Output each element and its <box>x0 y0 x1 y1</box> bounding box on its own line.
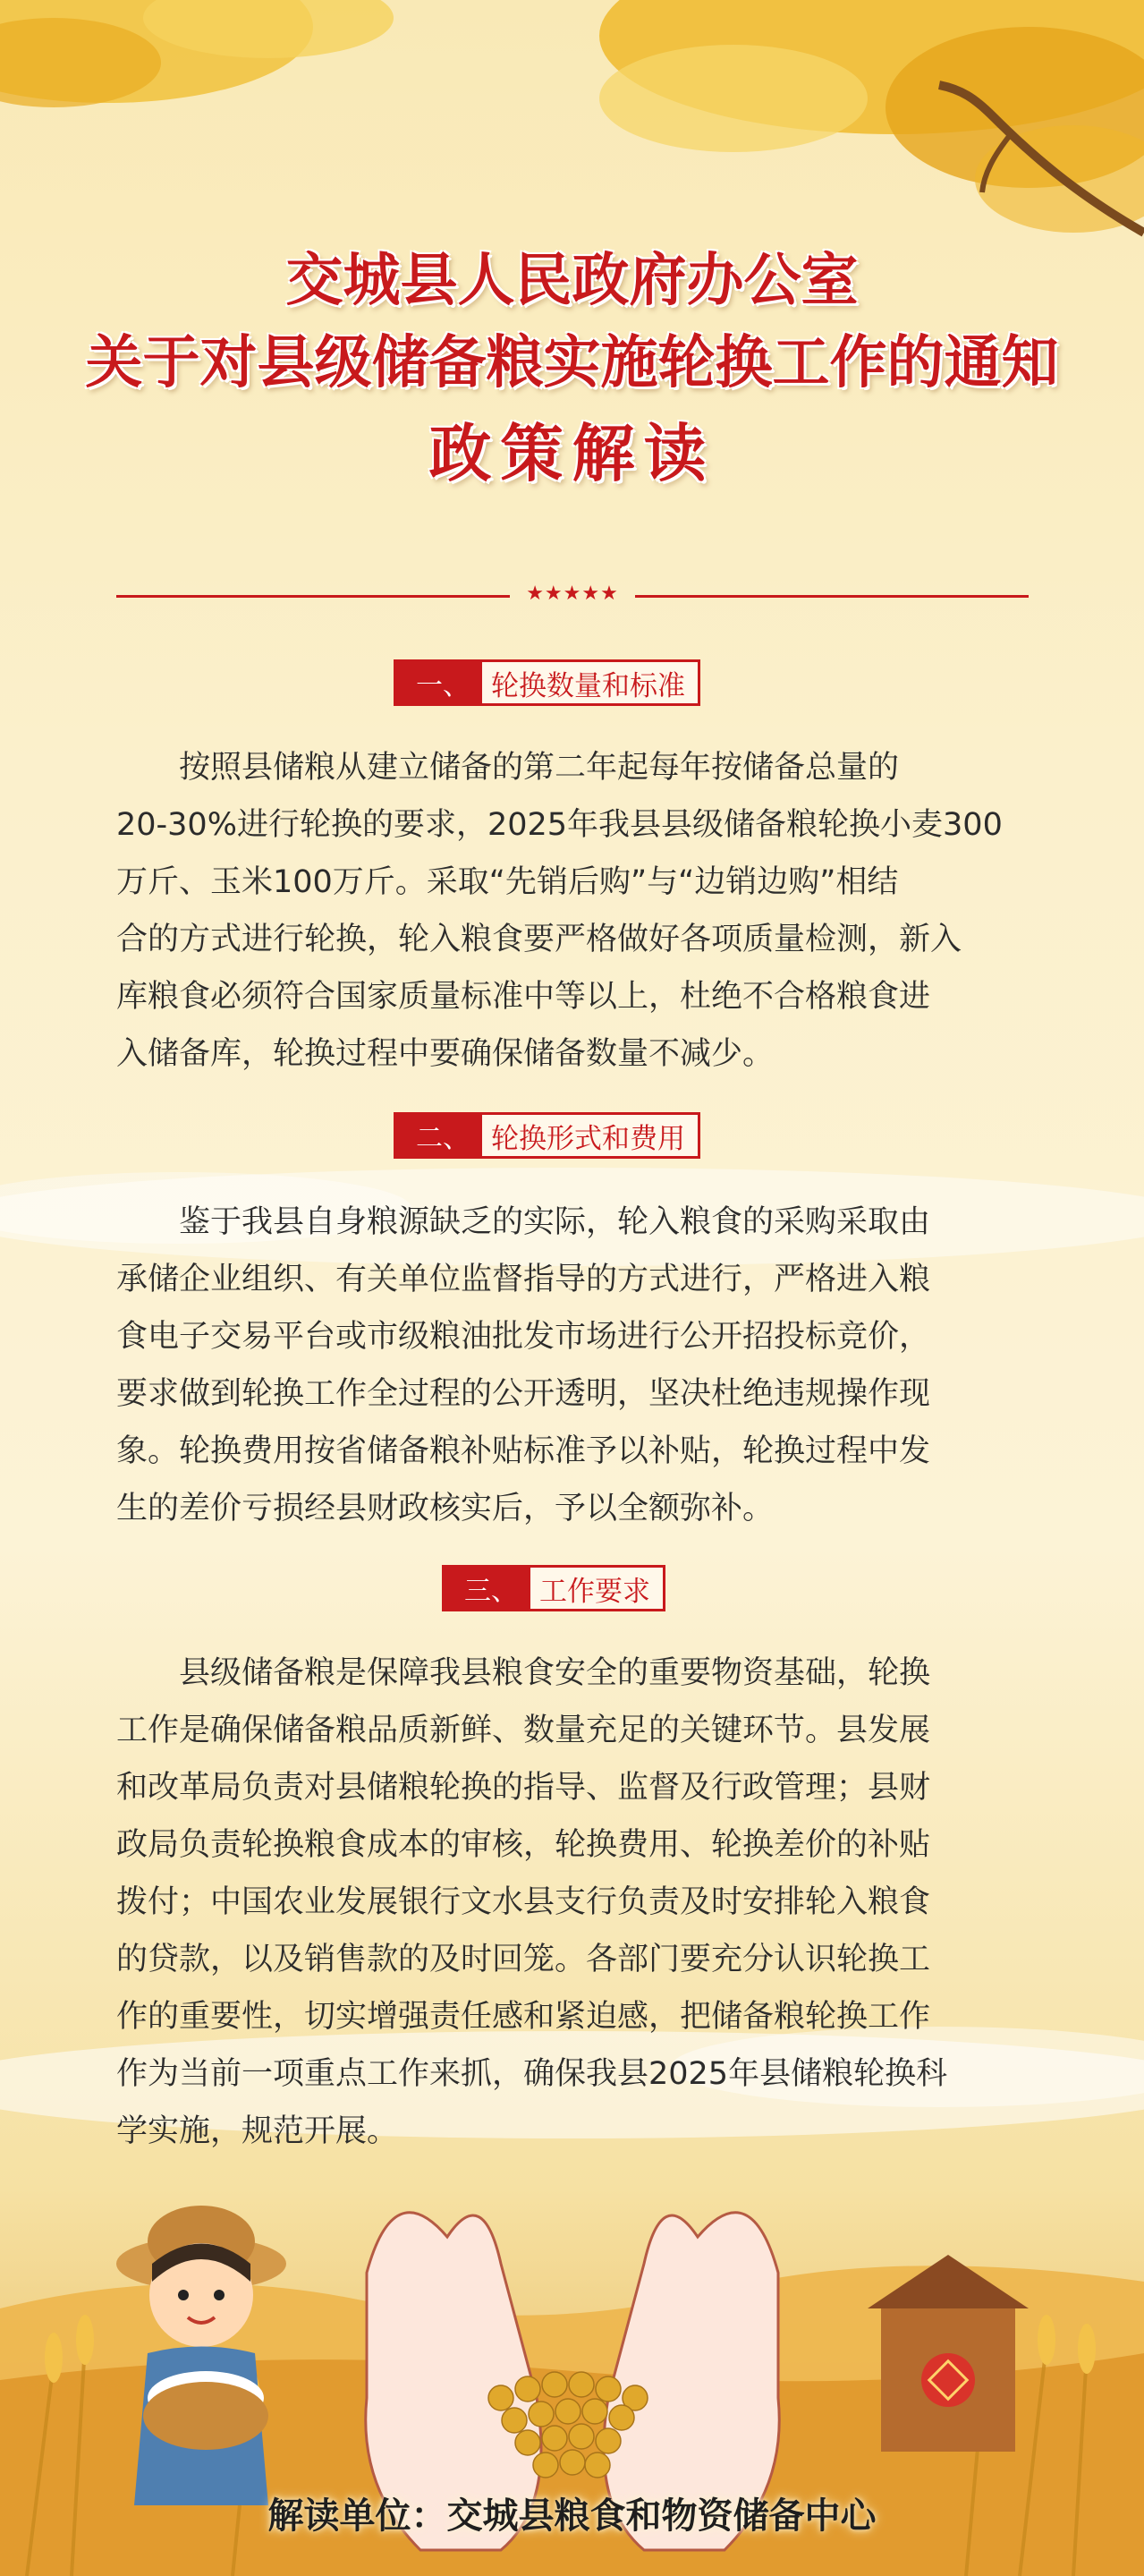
title-block <box>0 248 1144 490</box>
paragraph-line: 食电子交易平台或市级粮油批发市场进行公开招投标竞价， <box>116 1319 931 1355</box>
paragraph-line: 库粮食必须符合国家质量标准中等以上，杜绝不合格粮食进 <box>116 979 931 1015</box>
section-body-2 <box>116 1194 1029 1537</box>
section-number: 三、 <box>445 1568 530 1609</box>
paragraph-line: 20-30%进行轮换的要求，2025年我县县级储备粮轮换小麦300 <box>116 807 1003 843</box>
section-number: 一、 <box>396 662 482 703</box>
section-heading-label: 轮换数量和标准 <box>491 669 685 702</box>
section-body-1 <box>116 739 1029 1083</box>
paragraph-line: 要求做到轮换工作全过程的公开透明，坚决杜绝违规操作现 <box>116 1376 931 1412</box>
paragraph-line: 象。轮换费用按省储备粮补贴标准予以补贴，轮换过程中发 <box>116 1433 931 1469</box>
paragraph-line: 鉴于我县自身粮源缺乏的实际，轮入粮食的采购采取由 <box>116 1204 931 1240</box>
paragraph-line: 作为当前一项重点工作来抓，确保我县2025年县储粮轮换科 <box>116 2056 948 2092</box>
paragraph-line: 拨付；中国农业发展银行文水县支行负责及时安排轮入粮食 <box>116 1884 931 1920</box>
paragraph-line: 合的方式进行轮换，轮入粮食要严格做好各项质量检测，新入 <box>116 922 962 957</box>
section-heading-1 <box>394 659 700 706</box>
section-heading-2 <box>394 1112 700 1159</box>
section-heading-label: 工作要求 <box>539 1575 650 1608</box>
paragraph-line: 和改革局负责对县储粮轮换的指导、监督及行政管理；县财 <box>116 1770 931 1806</box>
paragraph-line: 按照县储粮从建立储备的第二年起每年按储备总量的 <box>116 750 900 786</box>
title-divider <box>116 582 1029 607</box>
paragraph-line: 作的重要性，切实增强责任感和紧迫感，把储备粮轮换工作 <box>116 1999 931 2035</box>
section-heading-3 <box>442 1565 665 1611</box>
divider-line-right <box>635 595 1029 598</box>
paragraph-line: 学实施，规范开展。 <box>116 2113 399 2149</box>
page-title-line2: 关于对县级储备粮实施轮换工作的通知 <box>85 330 1059 396</box>
paragraph-line: 生的差价亏损经县财政核实后，予以全额弥补。 <box>116 1491 775 1526</box>
page-title-line1: 交城县人民政府办公室 <box>285 248 859 314</box>
golden-foliage-decoration <box>0 0 1144 268</box>
paragraph-line: 承储企业组织、有关单位监督指导的方式进行，严格进入粮 <box>116 1262 931 1297</box>
paragraph-line: 工作是确保储备粮品质新鲜、数量充足的关键环节。县发展 <box>116 1713 931 1748</box>
interpreting-unit-footer: 解读单位：交城县粮食和物资储备中心 <box>267 2495 877 2537</box>
section-body-3 <box>116 1645 1029 2160</box>
paragraph-line: 万斤、玉米100万斤。采取“先销后购”与“边销边购”相结 <box>116 864 899 900</box>
page-title-line3: 政策解读 <box>428 417 716 490</box>
paragraph-line: 政局负责轮换粮食成本的审核，轮换费用、轮换差价的补贴 <box>116 1827 931 1863</box>
section-number: 二、 <box>396 1115 482 1156</box>
divider-stars-icon: ★★★★★ <box>526 582 619 605</box>
section-heading-label: 轮换形式和费用 <box>491 1122 685 1155</box>
divider-line-left <box>116 595 510 598</box>
paragraph-line: 的贷款，以及销售款的及时回笼。各部门要充分认识轮换工 <box>116 1942 931 1977</box>
paragraph-line: 县级储备粮是保障我县粮食安全的重要物资基础，轮换 <box>116 1655 931 1691</box>
paragraph-line: 入储备库，轮换过程中要确保储备数量不减少。 <box>116 1036 775 1072</box>
